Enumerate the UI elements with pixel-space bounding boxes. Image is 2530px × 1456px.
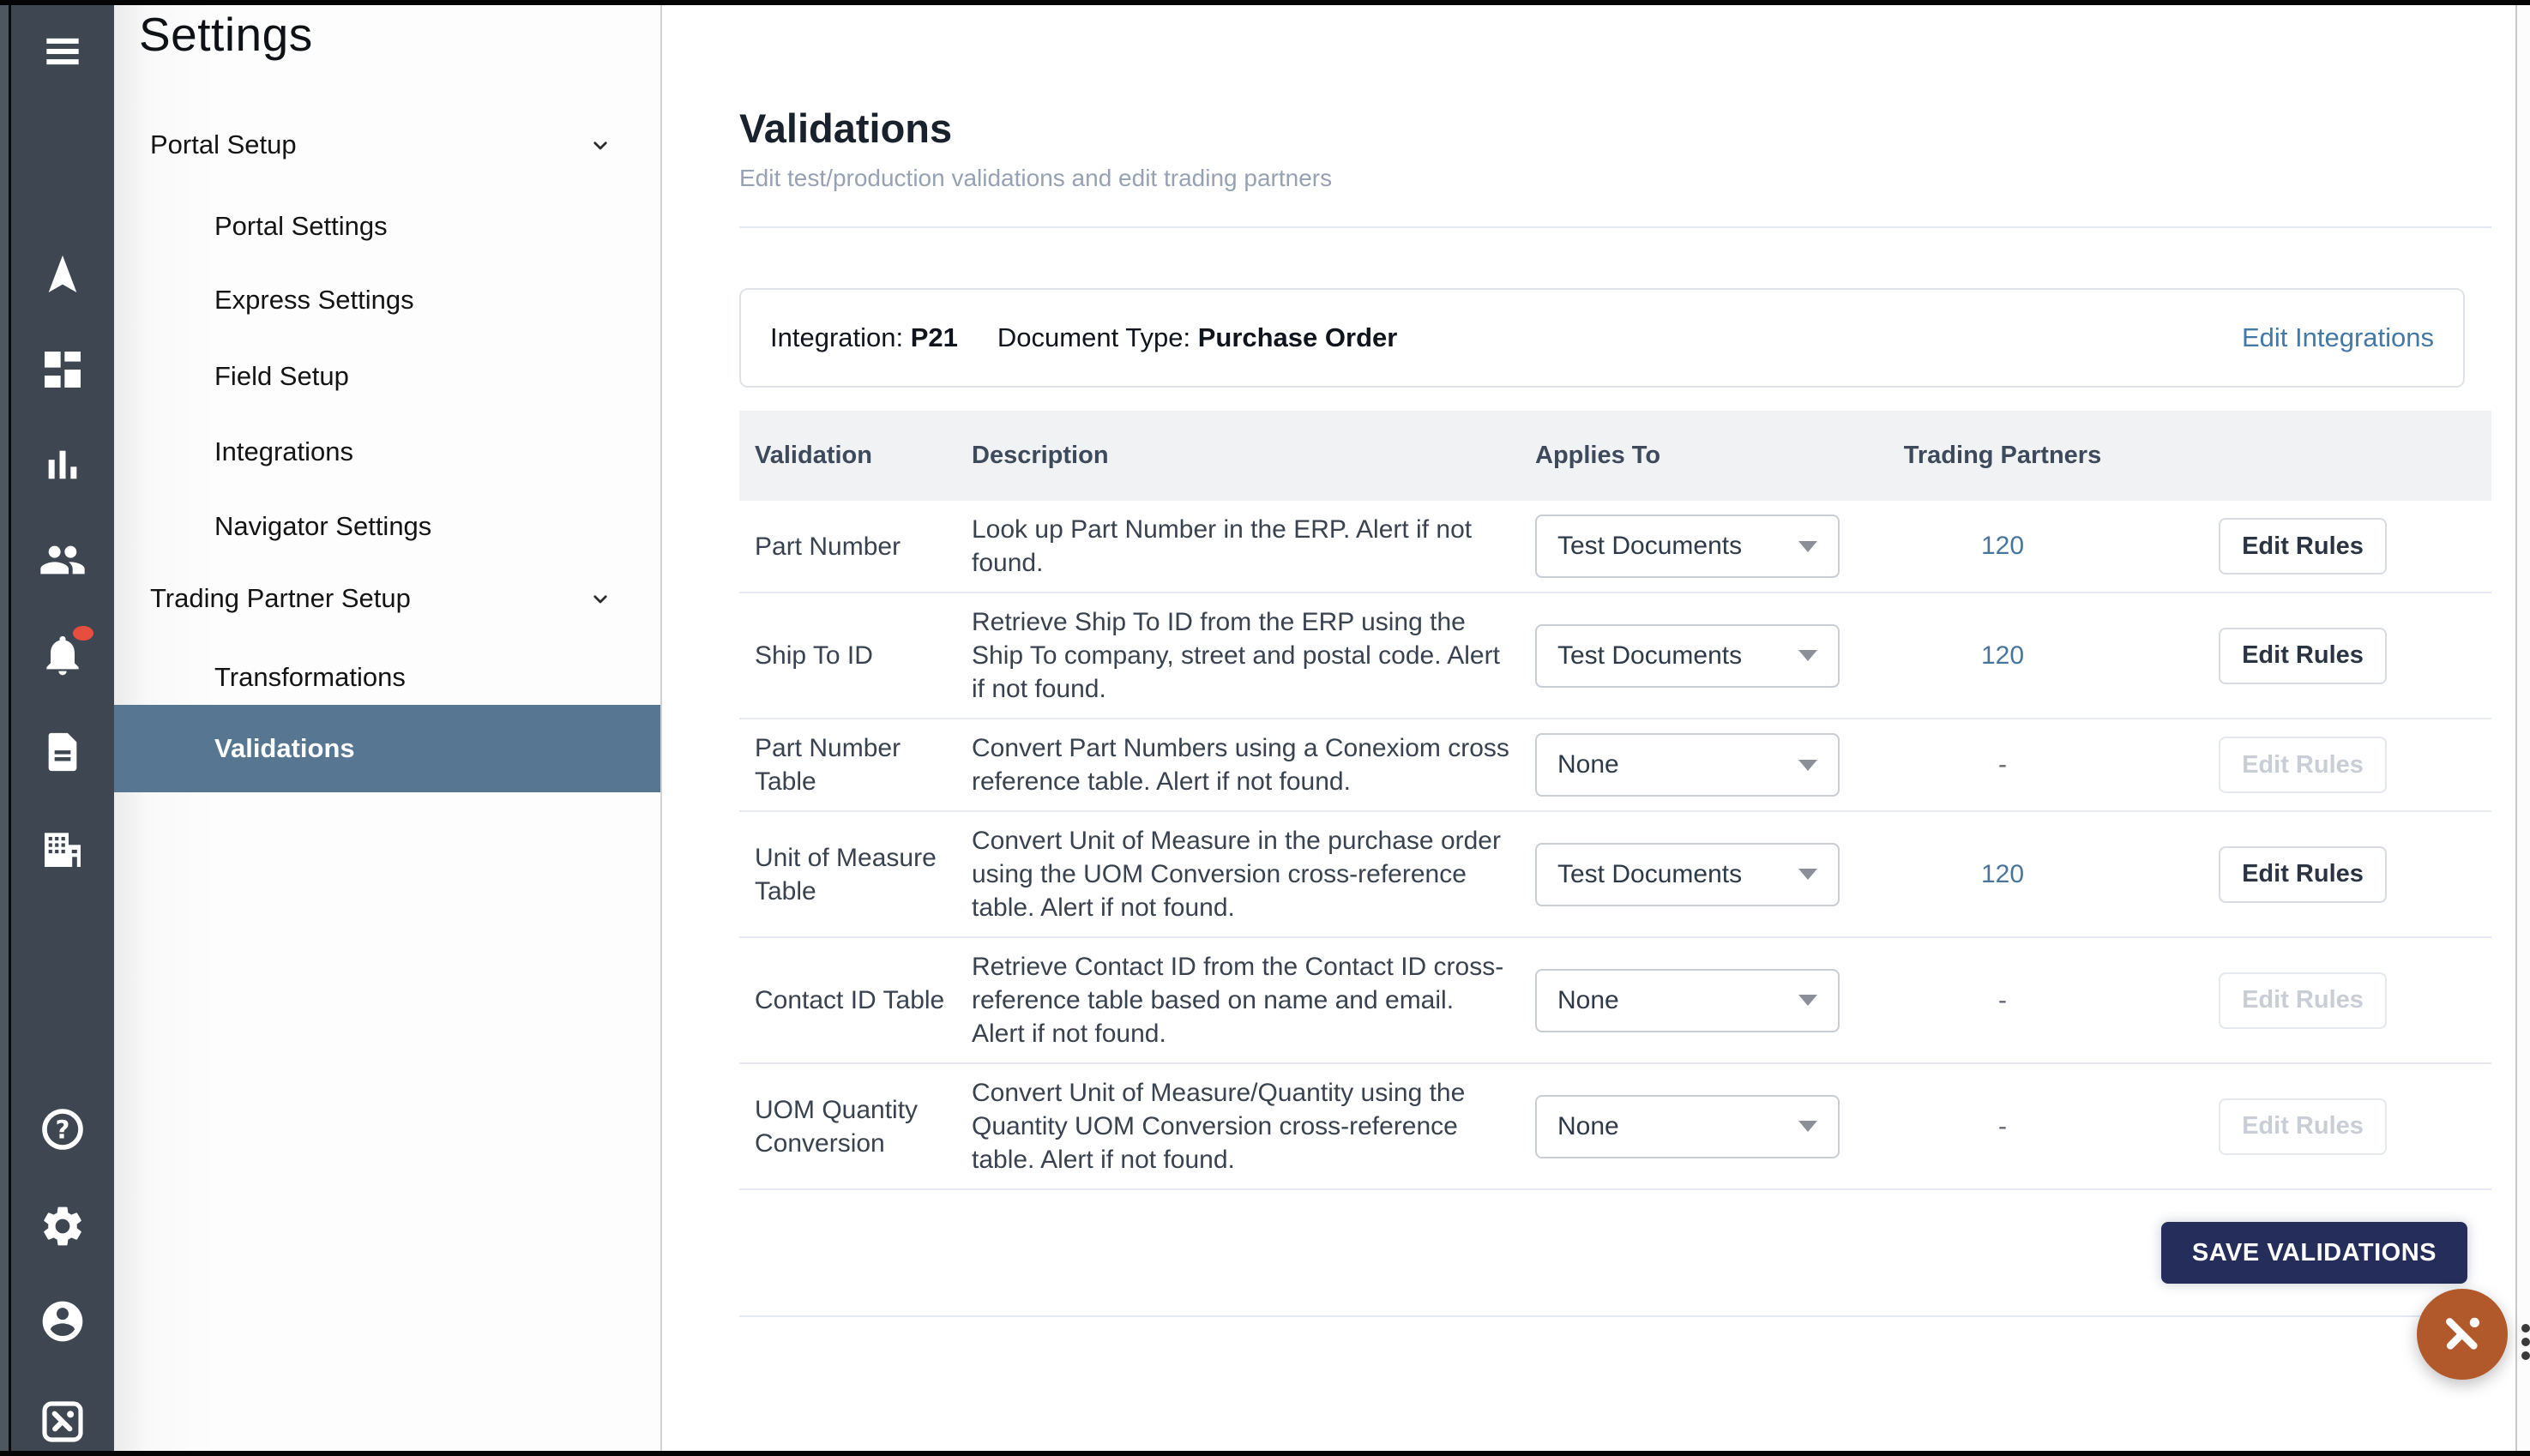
- svg-text:?: ?: [55, 1115, 70, 1145]
- bar-chart-icon[interactable]: [39, 441, 87, 489]
- applies-to-select[interactable]: None: [1535, 733, 1840, 797]
- table-row: [739, 812, 2491, 938]
- save-row: [739, 1190, 2491, 1315]
- dropdown-caret-icon: [1798, 650, 1817, 661]
- table-row: [739, 938, 2491, 1064]
- edit-rules-button[interactable]: Edit Rules: [2219, 846, 2387, 903]
- trading-partner-count: 120: [1980, 859, 2025, 888]
- content-subtitle: Edit test/production validations and edit trading partners: [739, 165, 1333, 191]
- chevron-down-icon[interactable]: [587, 132, 613, 158]
- validation-description: Convert Part Numbers using a Conexiom cross reference table. Alert if not found.: [972, 734, 1509, 796]
- table-row: [739, 719, 2491, 812]
- conexiom-icon[interactable]: [39, 1398, 87, 1446]
- validations-table: [739, 411, 2491, 1317]
- company-icon[interactable]: [39, 825, 87, 873]
- integration-bar: [739, 288, 2465, 388]
- settings-sidebar: [114, 5, 662, 1451]
- sidebar-item-navigator-settings[interactable]: Navigator Settings: [214, 511, 432, 541]
- drag-handle-dots[interactable]: [2521, 1319, 2530, 1365]
- validation-name: Unit of Measure Table: [755, 843, 937, 905]
- header-validation: Validation: [755, 442, 872, 469]
- help-icon[interactable]: [39, 1105, 87, 1153]
- trading-partner-count: -: [1998, 750, 2007, 779]
- integration-label: Integration: P21: [770, 322, 958, 352]
- conexiom-fab-button[interactable]: [2417, 1289, 2508, 1380]
- notifications-icon[interactable]: [39, 631, 87, 679]
- edit-rules-button[interactable]: Edit Rules: [2219, 737, 2387, 793]
- sidebar-section-portal-setup[interactable]: Portal Setup: [114, 120, 660, 170]
- header-applies-to: Applies To: [1535, 442, 1661, 469]
- table-header: [739, 411, 2491, 501]
- dropdown-caret-icon: [1798, 869, 1817, 880]
- edit-integrations-link[interactable]: Edit Integrations: [2241, 322, 2434, 352]
- page-title: Settings: [139, 8, 313, 61]
- sidebar-item-express-settings[interactable]: Express Settings: [214, 285, 414, 315]
- dropdown-caret-icon: [1798, 1121, 1817, 1132]
- validation-name: Contact ID Table: [755, 986, 945, 1014]
- applies-to-select[interactable]: Test Documents: [1535, 514, 1840, 578]
- header-trading-partners: Trading Partners: [1903, 442, 2102, 469]
- validation-description: Retrieve Ship To ID from the ERP using the Ship To company, street and postal code. Alert if not found.: [972, 608, 1500, 703]
- table-row: [739, 1064, 2491, 1190]
- integration-value: P21: [910, 322, 958, 352]
- sidebar-item-portal-settings[interactable]: Portal Settings: [214, 211, 388, 241]
- icon-rail: [11, 0, 114, 1456]
- trading-partner-count: -: [1998, 985, 2007, 1014]
- save-validations-button[interactable]: SAVE VALIDATIONS: [2161, 1222, 2467, 1284]
- edit-rules-button[interactable]: Edit Rules: [2219, 628, 2387, 684]
- applies-to-select[interactable]: None: [1535, 1095, 1840, 1158]
- applies-to-select[interactable]: Test Documents: [1535, 624, 1840, 688]
- content-title: Validations: [739, 105, 953, 151]
- applies-to-select[interactable]: None: [1535, 969, 1840, 1032]
- validation-description: Convert Unit of Measure/Quantity using the Quantity UOM Conversion cross-reference table. Alert if not found.: [972, 1079, 1466, 1174]
- window-bottom-edge: [0, 1451, 2530, 1456]
- table-row: [739, 501, 2491, 593]
- dropdown-caret-icon: [1798, 760, 1817, 771]
- validation-description: Retrieve Contact ID from the Contact ID cross-reference table based on name and email. Alert if not found.: [972, 953, 1504, 1048]
- people-icon[interactable]: [39, 536, 87, 584]
- divider: [739, 1315, 2491, 1317]
- vertical-scrollbar[interactable]: [2515, 5, 2530, 1451]
- document-type-label: Document Type: Purchase Order: [997, 322, 1398, 352]
- table-row: [739, 593, 2491, 719]
- window-left-edge: [0, 0, 9, 1456]
- trading-partner-count: 120: [1980, 532, 2025, 560]
- dropdown-caret-icon: [1798, 995, 1817, 1006]
- validation-name: Ship To ID: [755, 641, 873, 670]
- divider: [739, 226, 2491, 228]
- gear-icon[interactable]: [39, 1202, 87, 1250]
- navigation-icon[interactable]: [39, 250, 87, 298]
- trading-partner-count: 120: [1980, 641, 2025, 670]
- validation-description: Convert Unit of Measure in the purchase order using the UOM Conversion cross-reference table. Alert if not found.: [972, 827, 1501, 922]
- conexiom-logo-icon: [2435, 1307, 2490, 1362]
- validation-name: UOM Quantity Conversion: [755, 1095, 919, 1158]
- validation-description: Look up Part Number in the ERP. Alert if not found.: [972, 515, 1473, 577]
- chevron-down-icon[interactable]: [587, 586, 613, 611]
- sidebar-item-integrations[interactable]: Integrations: [214, 436, 353, 466]
- applies-to-select[interactable]: Test Documents: [1535, 843, 1840, 906]
- sidebar-item-validations[interactable]: Validations: [114, 705, 660, 792]
- menu-icon[interactable]: [39, 27, 87, 75]
- account-icon[interactable]: [39, 1297, 87, 1345]
- window-top-edge: [0, 0, 2530, 5]
- document-type-value: Purchase Order: [1197, 322, 1398, 352]
- dropdown-caret-icon: [1798, 541, 1817, 552]
- trading-partner-count: -: [1998, 1111, 2007, 1140]
- edit-rules-button[interactable]: Edit Rules: [2219, 1098, 2387, 1155]
- notification-badge: [73, 626, 93, 641]
- edit-rules-button[interactable]: Edit Rules: [2219, 518, 2387, 575]
- main-content: [664, 5, 2515, 1451]
- header-description: Description: [972, 442, 1109, 469]
- sidebar-item-field-setup[interactable]: Field Setup: [214, 361, 349, 391]
- dashboard-icon[interactable]: [39, 346, 87, 394]
- document-icon[interactable]: [39, 728, 87, 776]
- validation-name: Part Number Table: [755, 734, 901, 796]
- sidebar-section-trading-partner-setup[interactable]: Trading Partner Setup: [114, 574, 660, 623]
- sidebar-item-transformations[interactable]: Transformations: [214, 662, 406, 692]
- edit-rules-button[interactable]: Edit Rules: [2219, 972, 2387, 1029]
- validation-name: Part Number: [755, 532, 901, 561]
